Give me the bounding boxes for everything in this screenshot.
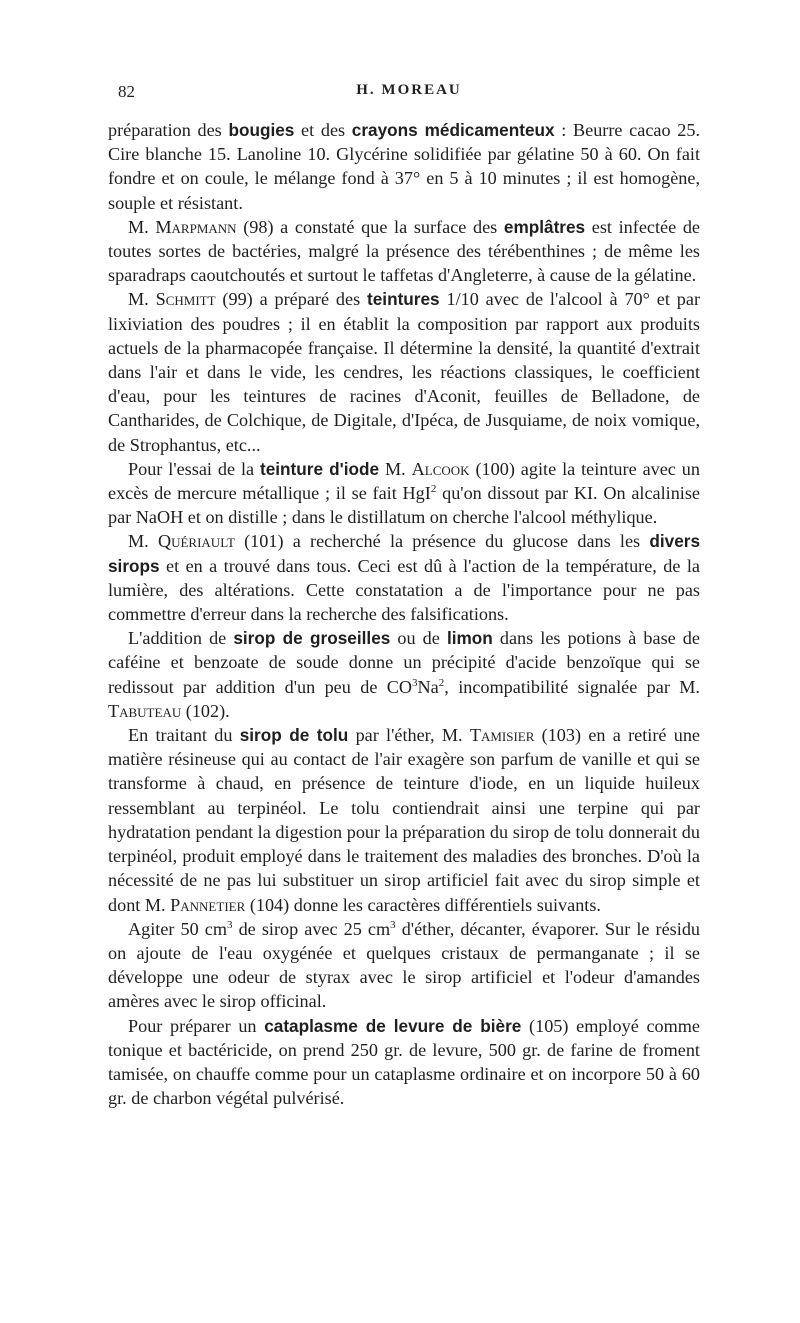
author-name: Alcook <box>411 458 470 479</box>
text-run: : Beurre cacao 25. Cire blanche 15. Lanoline 10. Glycérine solidifiée par gélatine 50 à 60. On fait fondre et on coule, le mélange fond à 37° en 5 à 10 minutes ; il est homogène, souple et résistant. <box>108 120 700 213</box>
text-run: (103) en a retiré une matière résineuse qui au contact de l'air exagère son parfum de vanille et qui se transforme à chaud, en présence de teinture d'iode, en un liquide huileux ressemblant au terpinéol. Le tolu contiendrait ainsi une terpine qui par hydratation pendant la digestion pour la préparation du sirop de tolu donnerait du terpinéol, produit employé dans le traitement des maladies des bronches. D'où la nécessité de ne pas lui substituer un sirop artificiel fait avec du sirop simple et dont M. <box>108 725 700 915</box>
author-name: Marpmann <box>155 216 237 237</box>
author-name: Tamisier <box>469 725 535 746</box>
text-run: M. <box>128 216 156 237</box>
keyword: cataplasme de levure de bière <box>264 1015 522 1036</box>
superscript: 3 <box>227 918 233 931</box>
paragraph-bougies <box>108 118 700 215</box>
text-run: de sirop avec 25 cm <box>232 918 391 939</box>
paragraph-teinture-iode <box>108 457 700 530</box>
author-name: Schmitt <box>155 289 216 310</box>
author-name: Quériault <box>157 531 235 552</box>
page-number: 82 <box>118 82 135 101</box>
paragraph-emplatres <box>108 215 700 288</box>
text-run: préparation des <box>108 120 229 140</box>
text-run: et en a trouvé dans tous. Ceci est dû à l'action de la température, de la lumière, des altérations. Cette constatation a de l'importance pour ne pas commettre d'erreur dans la recherche des falsifications. <box>108 555 700 625</box>
text-run: En traitant du <box>128 725 240 746</box>
running-head: H. MOREAU <box>356 82 462 98</box>
keyword: sirop de tolu <box>239 725 349 746</box>
text-run: qu'on dissout par KI. On alcalinise par NaOH et on distille ; dans le distillatum on cherche l'alcool méthylique. <box>108 483 700 528</box>
text-run: (102). <box>181 700 230 721</box>
paragraph-sirop-groseilles <box>108 626 700 723</box>
keyword: bougies <box>228 120 295 140</box>
text-run: Na <box>417 676 439 697</box>
superscript: 3 <box>412 676 418 689</box>
keyword: limon <box>446 628 493 649</box>
text-run: par l'éther, M. <box>348 725 470 746</box>
author-name: Pannetier <box>170 894 246 915</box>
text-run: M. <box>128 531 158 552</box>
text-run: Agiter 50 cm <box>128 918 228 939</box>
text-run: M. <box>379 458 412 479</box>
keyword: emplâtres <box>503 216 586 237</box>
superscript: 3 <box>390 918 396 931</box>
text-run: (100) agite la teinture avec un excès de mercure métallique ; il se fait HgI <box>108 458 700 504</box>
keyword: divers sirops <box>108 531 700 576</box>
text-run: M. <box>128 289 156 310</box>
text-run: (99) a préparé des <box>215 289 368 310</box>
author-name: Tabuteau <box>108 700 182 721</box>
text-run: (104) donne les caractères différentiels suivants. <box>245 894 601 915</box>
keyword: teinture d'iode <box>260 458 380 479</box>
text-run: et des <box>294 120 352 140</box>
text-run: dans les potions à base de caféine et benzoate de soude donne un précipité d'acide benzoïque qui se redissout par addition d'un peu de CO <box>108 628 700 697</box>
paragraph-divers-sirops <box>108 529 700 626</box>
text-run: (101) a recherché la présence du glucose dans les <box>234 531 650 552</box>
text-run: Pour l'essai de la <box>128 458 260 479</box>
superscript: 2 <box>430 482 437 495</box>
keyword: sirop de groseilles <box>233 628 391 649</box>
text-run: L'addition de <box>128 628 234 649</box>
text-run: ou de <box>390 628 447 649</box>
text-run: 1/10 avec de l'alcool à 70° et par lixiviation des poudres ; il en établit la composition par rapport aux produits actuels de la pharmacopée française. Il détermine la densité, la quantité d'extrait dans l'air et dans le vide, les cendres, les réactions classiques, le coefficient d'eau, pour les teintures de racines d'Aconit, feuilles de Belladone, de Cantharides, de Colchique, de Digitale, d'Ipéca, de Jusquiame, de noix vomique, de Strophantus, etc... <box>108 289 700 455</box>
text-run: est infectée de toutes sortes de bactéries, malgré la présence des térébenthines ; de même les sparadraps caoutchoutés et surtout le taffetas d'Angleterre, à cause de la gélatine. <box>108 216 700 286</box>
paragraph-cataplasme <box>108 1014 700 1111</box>
keyword: teintures <box>367 289 440 310</box>
keyword: crayons médicamenteux <box>351 120 555 140</box>
text-run: , incompatibilité signalée par M. <box>444 676 700 697</box>
text-run: (105) employé comme tonique et bactéricide, on prend 250 gr. de levure, 500 gr. de farine de froment tamisée, on chauffe comme pour un cataplasme ordinaire et on incorpore 50 à 60 gr. de charbon végétal pulvérisé. <box>108 1015 700 1109</box>
text-run: Pour préparer un <box>128 1015 265 1036</box>
paragraph-agiter <box>108 917 700 1014</box>
text-run: d'éther, décanter, évaporer. Sur le résidu on ajoute de l'eau oxygénée et quelques cristaux de permanganate ; il se développe une odeur de styrax avec le sirop artificiel et l'odeur d'amandes amères avec le sirop officinal. <box>108 918 701 1012</box>
text-run: (98) a constaté que la surface des <box>236 216 504 237</box>
superscript: 2 <box>438 676 445 689</box>
paragraph-sirop-tolu <box>108 723 700 917</box>
paragraph-teintures <box>108 287 700 456</box>
body-text <box>108 118 700 1110</box>
page-header <box>118 82 700 102</box>
